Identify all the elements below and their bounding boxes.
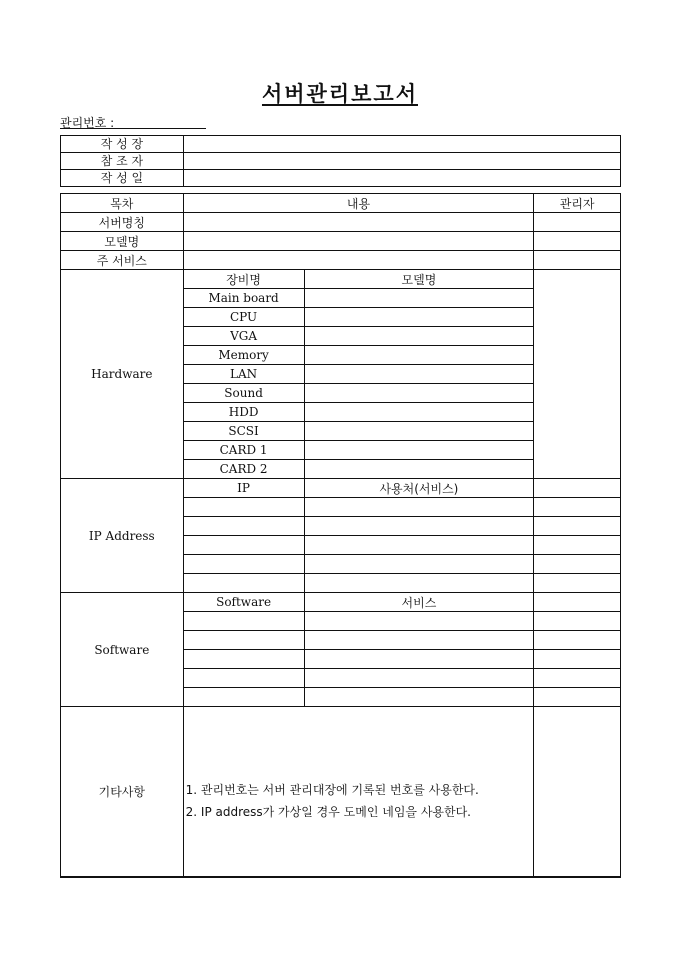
table-row (61, 213, 621, 232)
hardware-model-cell[interactable] (304, 422, 534, 441)
hardware-model-cell[interactable] (304, 460, 534, 479)
table-row (61, 251, 621, 270)
header-content: 내용 (183, 194, 534, 213)
ip-col-ip: IP (183, 479, 304, 498)
cell-software-manager[interactable] (534, 593, 621, 612)
ip-usage-cell[interactable] (304, 536, 534, 555)
ip-cell[interactable] (183, 536, 304, 555)
note-line-2: 2. IP address가 가상일 경우 도메인 네임을 사용한다. (185, 805, 471, 820)
ip-usage-cell[interactable] (304, 555, 534, 574)
cell-main-service[interactable] (183, 251, 534, 270)
ip-manager-cell[interactable] (534, 517, 621, 536)
hardware-item: CPU (183, 308, 304, 327)
software-cell[interactable] (183, 688, 304, 707)
row-label-server-name: 서버명칭 (61, 213, 184, 232)
ip-col-usage: 사용처(서비스) (304, 479, 534, 498)
server-report-table (60, 193, 621, 878)
hardware-col-model: 모델명 (304, 270, 534, 289)
software-service-cell[interactable] (304, 631, 534, 650)
software-manager-cell[interactable] (534, 650, 621, 669)
software-service-cell[interactable] (304, 650, 534, 669)
ip-header-row (61, 479, 621, 498)
hardware-item: VGA (183, 327, 304, 346)
hardware-header-row (61, 270, 621, 289)
info-value-author[interactable] (183, 136, 620, 153)
software-service-cell[interactable] (304, 612, 534, 631)
hardware-item: Sound (183, 384, 304, 403)
software-header-row (61, 593, 621, 612)
software-manager-cell[interactable] (534, 612, 621, 631)
hardware-col-equipment: 장비명 (183, 270, 304, 289)
ip-cell[interactable] (183, 517, 304, 536)
hardware-model-cell[interactable] (304, 289, 534, 308)
row-label-main-service: 주 서비스 (61, 251, 184, 270)
info-label-author: 작 성 장 (61, 136, 184, 153)
software-cell[interactable] (183, 650, 304, 669)
ip-manager-cell[interactable] (534, 555, 621, 574)
section-label-hardware: Hardware (61, 270, 184, 479)
ip-usage-cell[interactable] (304, 517, 534, 536)
cell-hardware-manager[interactable] (534, 270, 621, 479)
software-cell[interactable] (183, 612, 304, 631)
hardware-item: CARD 1 (183, 441, 304, 460)
cell-manager[interactable] (534, 232, 621, 251)
table-header-row (61, 194, 621, 213)
ip-cell[interactable] (183, 498, 304, 517)
info-row (61, 170, 621, 187)
cell-manager[interactable] (534, 213, 621, 232)
note-line-1: 1. 관리번호는 서버 관리대장에 기록된 번호를 사용한다. (185, 783, 479, 798)
software-col-software: Software (183, 593, 304, 612)
ip-usage-cell[interactable] (304, 574, 534, 593)
cell-server-name[interactable] (183, 213, 534, 232)
hardware-item: LAN (183, 365, 304, 384)
software-manager-cell[interactable] (534, 669, 621, 688)
info-row (61, 136, 621, 153)
section-label-ip-address: IP Address (61, 479, 184, 593)
hardware-item: Main board (183, 289, 304, 308)
hardware-item: Memory (183, 346, 304, 365)
header-manager: 관리자 (534, 194, 621, 213)
author-info-table (60, 135, 621, 187)
hardware-item: HDD (183, 403, 304, 422)
software-col-service: 서비스 (304, 593, 534, 612)
ip-cell[interactable] (183, 555, 304, 574)
table-row (61, 232, 621, 251)
hardware-model-cell[interactable] (304, 403, 534, 422)
hardware-model-cell[interactable] (304, 384, 534, 403)
ip-manager-cell[interactable] (534, 574, 621, 593)
software-service-cell[interactable] (304, 688, 534, 707)
hardware-model-cell[interactable] (304, 327, 534, 346)
cell-ip-manager[interactable] (534, 479, 621, 498)
info-label-reference: 참 조 자 (61, 153, 184, 170)
cell-model[interactable] (183, 232, 534, 251)
management-number-label: 관리번호 : (60, 116, 115, 130)
notes-cell[interactable] (183, 707, 534, 877)
software-manager-cell[interactable] (534, 631, 621, 650)
cell-notes-manager[interactable] (534, 707, 621, 877)
hardware-item: SCSI (183, 422, 304, 441)
row-label-model: 모델명 (61, 232, 184, 251)
header-index: 목차 (61, 194, 184, 213)
management-number-underline (60, 128, 206, 129)
document-title: 서버관리보고서 (261, 82, 418, 106)
ip-manager-cell[interactable] (534, 498, 621, 517)
info-value-reference[interactable] (183, 153, 620, 170)
info-row (61, 153, 621, 170)
notes-row (61, 707, 621, 877)
software-cell[interactable] (183, 669, 304, 688)
software-service-cell[interactable] (304, 669, 534, 688)
software-cell[interactable] (183, 631, 304, 650)
ip-usage-cell[interactable] (304, 498, 534, 517)
cell-manager[interactable] (534, 251, 621, 270)
hardware-model-cell[interactable] (304, 441, 534, 460)
software-manager-cell[interactable] (534, 688, 621, 707)
hardware-model-cell[interactable] (304, 346, 534, 365)
hardware-model-cell[interactable] (304, 308, 534, 327)
info-value-date[interactable] (183, 170, 620, 187)
ip-manager-cell[interactable] (534, 536, 621, 555)
ip-cell[interactable] (183, 574, 304, 593)
section-label-notes: 기타사항 (61, 707, 184, 877)
hardware-item: CARD 2 (183, 460, 304, 479)
info-label-date: 작 성 일 (61, 170, 184, 187)
hardware-model-cell[interactable] (304, 365, 534, 384)
section-label-software: Software (61, 593, 184, 707)
